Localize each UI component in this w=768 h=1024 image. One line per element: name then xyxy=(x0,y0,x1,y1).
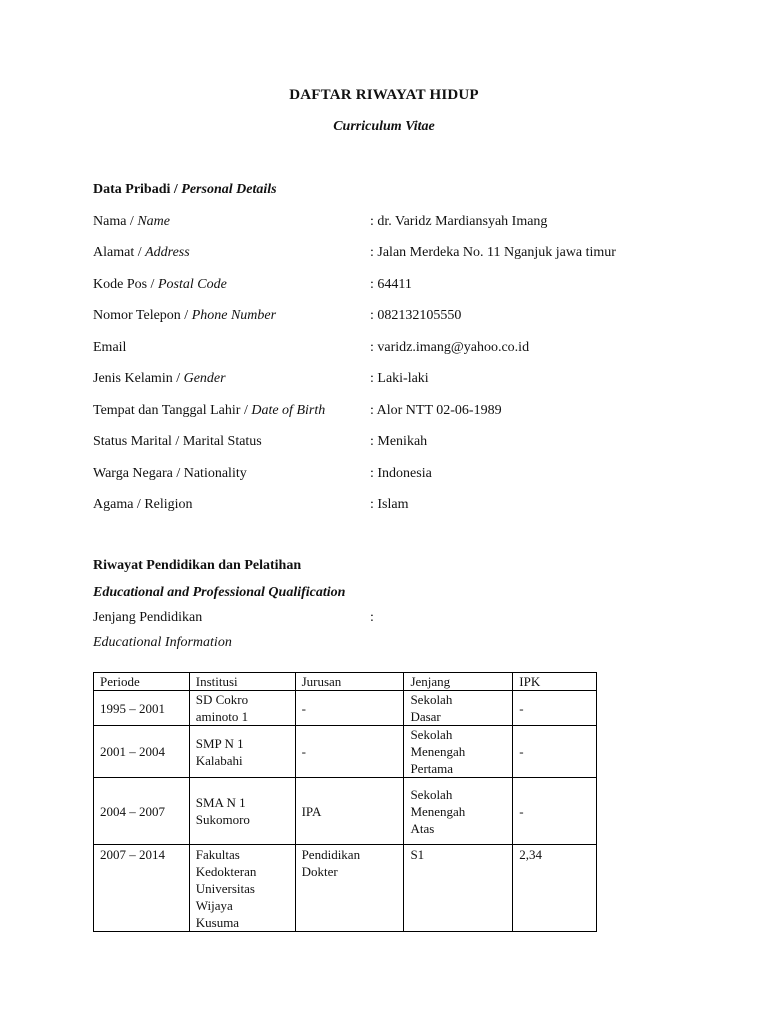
education-table-header xyxy=(94,673,597,691)
cell-periode: 2004 – 2007 xyxy=(94,778,190,845)
education-table-body xyxy=(94,691,597,932)
document-title: DAFTAR RIWAYAT HIDUP xyxy=(289,87,479,103)
personal-field-label-id: Email xyxy=(93,340,127,355)
table-row xyxy=(94,726,597,778)
personal-field-label xyxy=(93,497,193,513)
personal-field-label-en: Date of Birth xyxy=(251,403,326,418)
personal-field-label xyxy=(93,371,226,387)
cell-institusi xyxy=(189,778,295,845)
table-row xyxy=(94,845,597,932)
personal-heading-id: Data Pribadi / xyxy=(93,182,182,197)
personal-field-label-id: Tempat dan Tanggal Lahir / xyxy=(93,403,252,418)
personal-field-value: : dr. Varidz Mardiansyah Imang xyxy=(370,214,548,229)
cell-institusi-line: Universitas xyxy=(195,881,255,896)
cell-jurusan xyxy=(295,691,404,726)
education-level-row xyxy=(93,610,693,630)
cell-jenjang xyxy=(404,845,513,932)
cell-jenjang-line: Atas xyxy=(410,820,435,836)
personal-field-value: : Islam xyxy=(370,497,409,512)
table-row xyxy=(94,691,597,726)
cell-institusi-line: aminoto 1 xyxy=(195,709,249,724)
personal-field-label-id: Agama / Religion xyxy=(93,497,193,512)
personal-field-label-en: Name xyxy=(137,214,170,229)
personal-details-heading xyxy=(93,182,277,198)
personal-field-value: : 082132105550 xyxy=(370,308,462,323)
cell-jenjang-line: Sekolah xyxy=(410,786,453,802)
col-institusi: Institusi xyxy=(189,673,295,691)
personal-field-label-en: Address xyxy=(145,245,190,260)
personal-field-label-en: Postal Code xyxy=(157,277,227,292)
personal-field-label xyxy=(93,214,170,230)
personal-field-label xyxy=(93,245,190,261)
cell-institusi-line: Wijaya xyxy=(195,898,233,913)
cell-jurusan xyxy=(295,778,404,845)
cell-jenjang-line: Sekolah xyxy=(410,727,453,742)
cell-institusi-line: Sukomoro xyxy=(195,812,250,827)
personal-field-label xyxy=(93,340,126,356)
cell-jenjang-line: Menengah xyxy=(410,744,466,759)
cell-periode: 2001 – 2004 xyxy=(94,726,190,778)
personal-field-row xyxy=(93,434,693,454)
personal-field-row xyxy=(93,340,693,360)
education-level-label: Jenjang Pendidikan xyxy=(93,610,203,625)
personal-field-value: : Jalan Merdeka No. 11 Nganjuk jawa timur xyxy=(370,245,616,260)
education-heading-id: Riwayat Pendidikan dan Pelatihan xyxy=(93,558,302,573)
personal-field-value: : 64411 xyxy=(370,277,412,292)
personal-field-label xyxy=(93,403,325,419)
cell-jenjang xyxy=(404,778,513,845)
cell-jurusan-line: IPA xyxy=(301,803,322,819)
education-heading-en xyxy=(93,585,345,601)
col-jenjang: Jenjang xyxy=(404,673,513,691)
cell-jurusan xyxy=(295,726,404,778)
cell-jenjang-line: Sekolah xyxy=(410,692,453,707)
cell-jenjang-line: Dasar xyxy=(410,709,441,724)
cell-jurusan-line: Pendidikan xyxy=(301,847,361,862)
cell-jenjang-line: Menengah xyxy=(410,803,466,819)
personal-field-value: : Alor NTT 02-06-1989 xyxy=(370,403,502,418)
personal-field-label-en: Gender xyxy=(183,371,226,386)
education-info-label: Educational Information xyxy=(93,635,232,650)
personal-field-label xyxy=(93,434,262,450)
cell-institusi-line: Fakultas xyxy=(195,847,240,862)
personal-field-value: : Menikah xyxy=(370,434,428,449)
cell-institusi-line: SMA N 1 xyxy=(195,795,246,810)
personal-field-label-en: Phone Number xyxy=(191,308,277,323)
cell-jenjang-line: Pertama xyxy=(410,761,454,776)
table-row xyxy=(94,778,597,845)
cell-institusi-line: Kusuma xyxy=(195,915,240,930)
cell-institusi xyxy=(189,845,295,932)
cell-ipk: - xyxy=(513,778,597,845)
personal-field-label xyxy=(93,277,227,293)
education-level-colon: : xyxy=(370,610,374,625)
cell-jenjang xyxy=(404,691,513,726)
document-subtitle: Curriculum Vitae xyxy=(333,119,435,134)
personal-field-label-id: Kode Pos / xyxy=(93,277,158,292)
cell-institusi xyxy=(189,726,295,778)
education-table xyxy=(93,672,597,932)
cell-periode: 2007 – 2014 xyxy=(94,845,190,932)
cell-jurusan-line: - xyxy=(301,744,306,759)
personal-field-label-id: Alamat / xyxy=(93,245,146,260)
col-ipk: IPK xyxy=(513,673,597,691)
personal-field-label-id: Nomor Telepon / xyxy=(93,308,192,323)
cell-ipk: 2,34 xyxy=(513,845,597,932)
personal-field-row xyxy=(93,371,693,391)
personal-field-row xyxy=(93,214,693,234)
personal-field-row xyxy=(93,245,693,265)
personal-field-label xyxy=(93,466,247,482)
personal-field-label-id: Nama / xyxy=(93,214,138,229)
personal-field-value: : Indonesia xyxy=(370,466,432,481)
cell-institusi-line: SD Cokro xyxy=(195,692,249,707)
personal-field-row xyxy=(93,277,693,297)
personal-field-label-id: Jenis Kelamin / xyxy=(93,371,184,386)
education-heading-en-text: Educational and Professional Qualification xyxy=(93,585,346,600)
col-periode: Periode xyxy=(94,673,190,691)
cell-jurusan-line: - xyxy=(301,700,306,716)
cell-jenjang-line: S1 xyxy=(410,847,425,862)
personal-field-row xyxy=(93,497,693,517)
personal-field-row xyxy=(93,466,693,486)
cell-ipk: - xyxy=(513,726,597,778)
personal-field-value: : Laki-laki xyxy=(370,371,429,386)
personal-field-label-id: Warga Negara / Nationality xyxy=(93,466,247,481)
personal-field-label xyxy=(93,308,276,324)
cell-jurusan xyxy=(295,845,404,932)
col-jurusan: Jurusan xyxy=(295,673,404,691)
cell-institusi-line: Kedokteran xyxy=(195,864,257,879)
personal-field-value: : varidz.imang@yahoo.co.id xyxy=(370,340,530,355)
cell-institusi xyxy=(189,691,295,726)
cell-jenjang xyxy=(404,726,513,778)
cell-ipk: - xyxy=(513,691,597,726)
cell-institusi-line: SMP N 1 xyxy=(195,735,244,751)
personal-field-row xyxy=(93,308,693,328)
personal-field-row xyxy=(93,403,693,423)
cell-periode: 1995 – 2001 xyxy=(94,691,190,726)
cell-jurusan-line: Dokter xyxy=(301,864,338,879)
personal-field-label-id: Status Marital / Marital Status xyxy=(93,434,262,449)
cell-institusi-line: Kalabahi xyxy=(195,752,243,768)
personal-heading-en: Personal Details xyxy=(181,182,277,197)
